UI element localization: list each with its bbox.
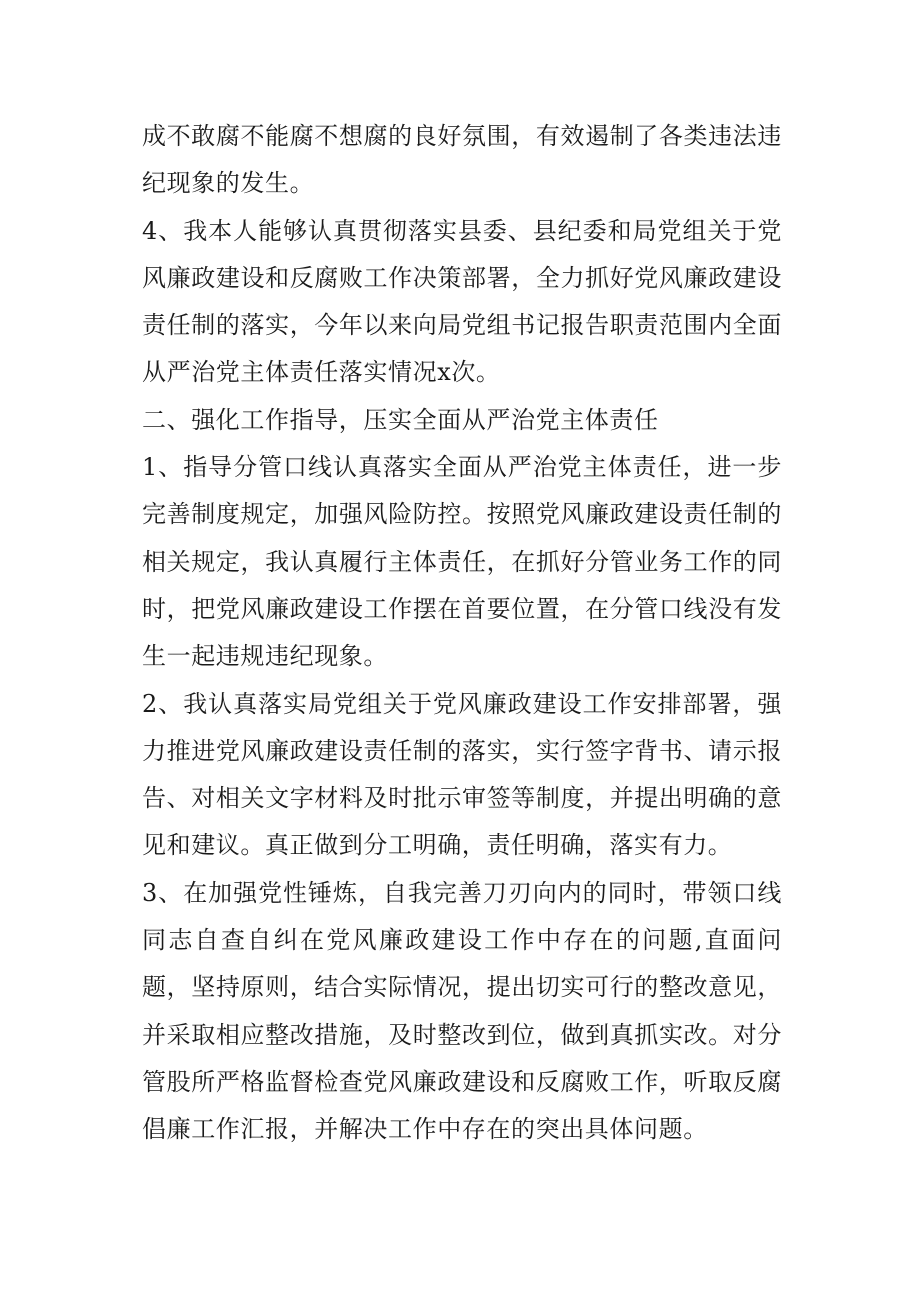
paragraph-item-2: 2、我认真落实局党组关于党风廉政建设工作安排部署，强力推进党风廉政建设责任制的落实，实行签字背书、请示报告、对相关文字材料及时批示审签等制度，并提出明确的意见和建议。真正做到分工明确，责任明确，落实有力。 <box>142 689 782 860</box>
paragraph-item-3: 3、在加强党性锤炼，自我完善刀刃向内的同时，带领口线同志自查自纠在党风廉政建设工作中存在的问题,直面问题，坚持原则，结合实际情况，提出切实可行的整改意见，并采取相应整改措施，及时整改到位，做到真抓实改。对分管股所严格监督检查党风廉政建设和反腐败工作，听取反腐倡廉工作汇报，并解决工作中存在的突出具体问题。 <box>142 878 782 1144</box>
paragraph-item-1: 1、指导分管口线认真落实全面从严治党主体责任，进一步完善制度规定，加强风险防控。按照党风廉政建设责任制的相关规定，我认真履行主体责任，在抓好分管业务工作的同时，把党风廉政建设工作摆在首要位置，在分管口线没有发生一起违规违纪现象。 <box>142 453 782 671</box>
paragraph-item-4: 4、我本人能够认真贯彻落实县委、县纪委和局党组关于党风廉政建设和反腐败工作决策部署，全力抓好党风廉政建设责任制的落实，今年以来向局党组书记报告职责范围内全面从严治党主体责任落实情况x次。 <box>142 216 782 387</box>
paragraph-continuation: 成不敢腐不能腐不想腐的良好氛围，有效遏制了各类违法违纪现象的发生。 <box>142 122 782 198</box>
section-heading-2: 二、强化工作指导，压实全面从严治党主体责任 <box>142 405 659 434</box>
document-body <box>142 113 782 1154</box>
